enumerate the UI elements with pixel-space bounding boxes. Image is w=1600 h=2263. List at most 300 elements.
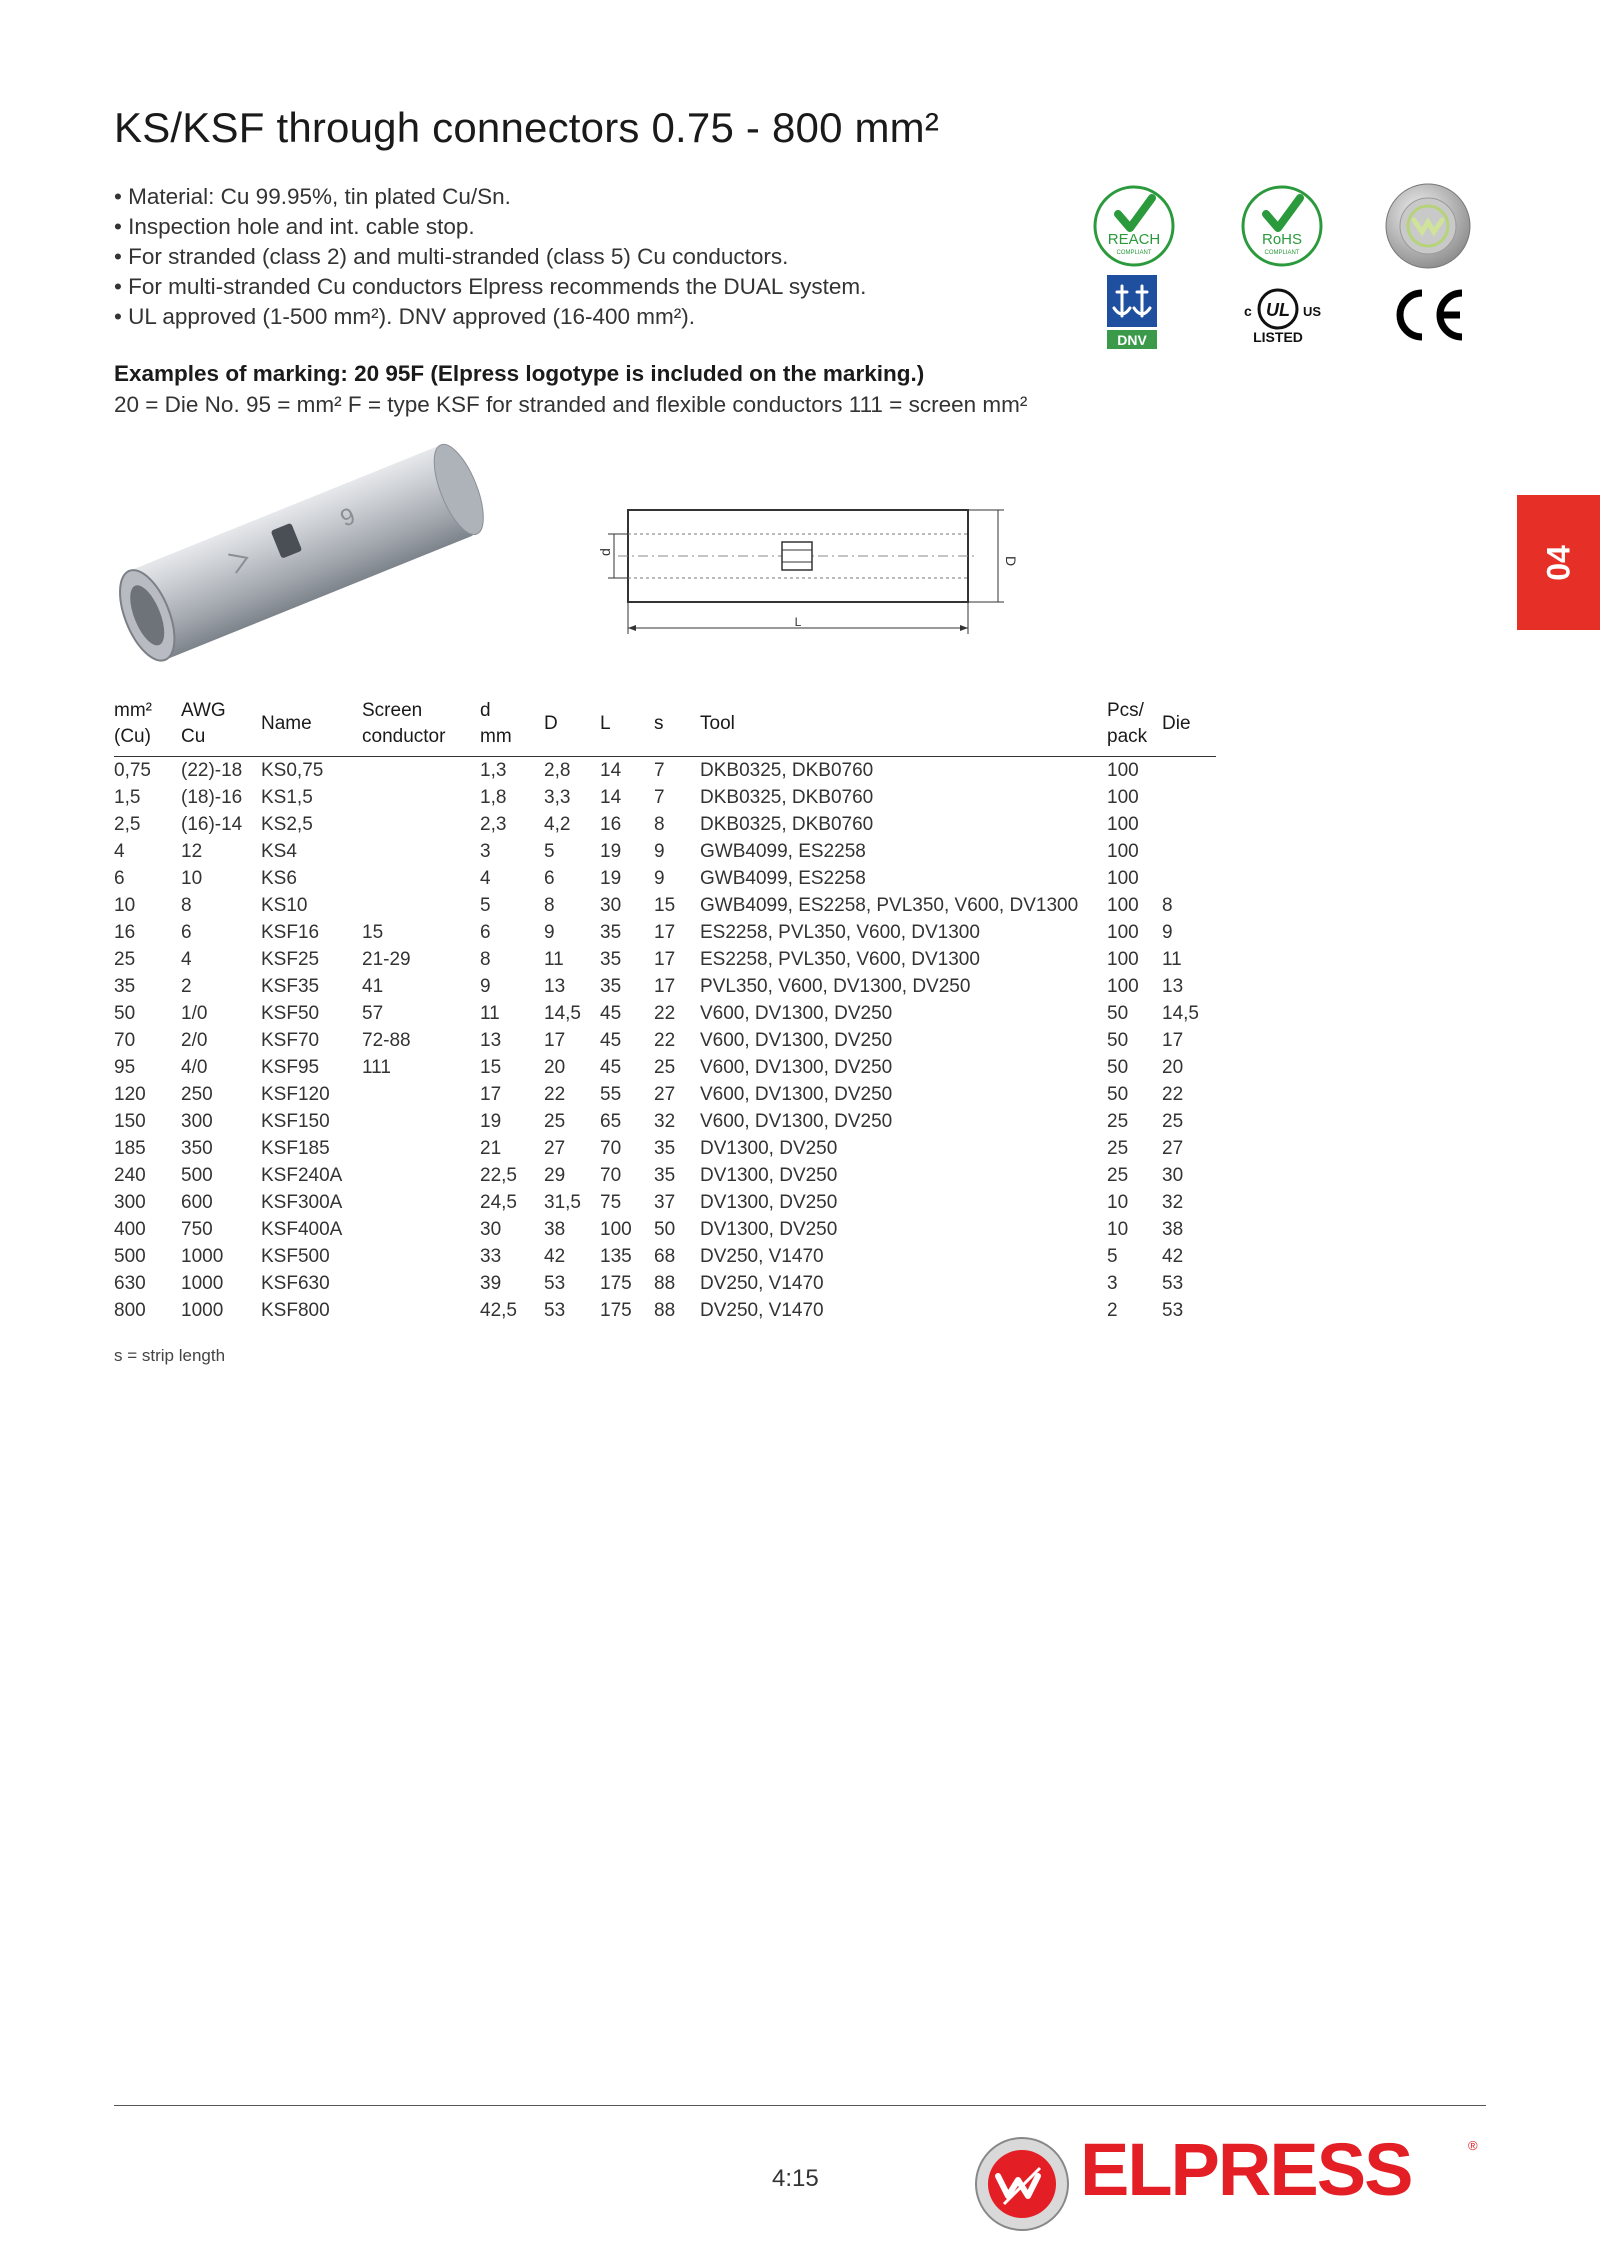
cell-L: 175 [600, 1273, 632, 1294]
cell-L: 135 [600, 1246, 632, 1267]
cell-mm2: 95 [114, 1057, 136, 1078]
table-row [114, 1270, 1216, 1297]
cell-D: 13 [544, 976, 566, 997]
feature-item: • For multi-stranded Cu conductors Elpress recommends the DUAL system. [114, 272, 866, 302]
cell-s: 37 [654, 1192, 676, 1213]
cell-mm2: 1,5 [114, 787, 141, 808]
cell-D: 17 [544, 1030, 566, 1051]
cell-die: 17 [1162, 1030, 1184, 1051]
cell-name: KSF500 [261, 1246, 330, 1267]
cell-D: 42 [544, 1246, 566, 1267]
cell-screen [362, 1081, 480, 1108]
cell-screen [362, 1189, 480, 1216]
cell-s: 9 [654, 841, 665, 862]
cell-tool: GWB4099, ES2258, PVL350, V600, DV1300 [700, 895, 1079, 916]
header-D: D [544, 698, 600, 757]
specification-table [114, 698, 1216, 1324]
cell-d: 42,5 [480, 1300, 517, 1321]
header-tool: Tool [700, 698, 1107, 757]
cell-tool: DV1300, DV250 [700, 1165, 838, 1186]
cell-tool: DV1300, DV250 [700, 1192, 838, 1213]
cell-tool: V600, DV1300, DV250 [700, 1057, 893, 1078]
cell-die: 27 [1162, 1138, 1184, 1159]
cell-d: 17 [480, 1084, 502, 1105]
cell-die [1162, 811, 1216, 838]
cell-d: 4 [480, 868, 491, 889]
cell-tool: DKB0325, DKB0760 [700, 814, 874, 835]
cell-die: 8 [1162, 895, 1173, 916]
header-die: Die [1162, 698, 1216, 757]
table-row [114, 1108, 1216, 1135]
cell-D: 14,5 [544, 1003, 581, 1024]
cell-name: KSF400A [261, 1219, 343, 1240]
cell-s: 35 [654, 1138, 676, 1159]
reach-label: REACH [1107, 231, 1161, 248]
cell-L: 14 [600, 760, 622, 781]
cell-mm2: 4 [114, 841, 125, 862]
cell-mm2: 50 [114, 1003, 136, 1024]
cell-pcs: 25 [1107, 1111, 1129, 1132]
cell-L: 30 [600, 895, 622, 916]
cell-L: 45 [600, 1030, 622, 1051]
cell-d: 21 [480, 1138, 502, 1159]
cell-awg: 6 [181, 922, 192, 943]
cell-mm2: 10 [114, 895, 136, 916]
table-row [114, 1054, 1216, 1081]
header-awg: AWG Cu [181, 698, 261, 757]
cell-screen [362, 1162, 480, 1189]
cell-D: 53 [544, 1300, 566, 1321]
ul-c-label: c [1244, 303, 1252, 319]
cell-screen [362, 1135, 480, 1162]
photo-marking: 9 [336, 502, 360, 533]
cell-pcs: 10 [1107, 1192, 1129, 1213]
cell-mm2: 800 [114, 1300, 146, 1321]
cell-s: 68 [654, 1246, 676, 1267]
table-row [114, 1189, 1216, 1216]
cell-s: 50 [654, 1219, 676, 1240]
cell-name: KSF50 [261, 1003, 320, 1024]
cell-d: 39 [480, 1273, 502, 1294]
cell-screen [362, 1216, 480, 1243]
cell-awg: 300 [181, 1111, 213, 1132]
cell-pcs: 100 [1107, 976, 1139, 997]
cell-D: 31,5 [544, 1192, 581, 1213]
cell-die: 11 [1162, 949, 1182, 970]
header-s: s [654, 698, 700, 757]
feature-item: • UL approved (1-500 mm²). DNV approved (16-400 mm²). [114, 302, 866, 332]
dim-D-label: D [1003, 556, 1018, 567]
cell-s: 22 [654, 1003, 676, 1024]
table-row [114, 973, 1216, 1000]
cell-screen [362, 892, 480, 919]
cell-awg: 1000 [181, 1246, 224, 1267]
cell-mm2: 240 [114, 1165, 146, 1186]
cell-tool: ES2258, PVL350, V600, DV1300 [700, 922, 980, 943]
footnote: s = strip length [114, 1346, 226, 1365]
cell-mm2: 300 [114, 1192, 146, 1213]
cell-awg: 8 [181, 895, 192, 916]
cell-awg: 10 [181, 868, 203, 889]
table-row [114, 865, 1216, 892]
dim-L-label: L [794, 615, 802, 629]
cell-name: KSF185 [261, 1138, 330, 1159]
cell-pcs: 50 [1107, 1057, 1129, 1078]
reach-compliant-badge [1092, 184, 1176, 268]
cell-die: 38 [1162, 1219, 1184, 1240]
cell-screen [362, 1270, 480, 1297]
cell-screen [362, 1297, 480, 1324]
cell-d: 11 [480, 1003, 500, 1024]
cell-d: 1,3 [480, 760, 507, 781]
cell-screen [362, 757, 480, 785]
ul-us-label: US [1303, 304, 1322, 319]
cell-pcs: 100 [1107, 814, 1139, 835]
cell-tool: DKB0325, DKB0760 [700, 760, 874, 781]
cell-die [1162, 784, 1216, 811]
cell-mm2: 0,75 [114, 760, 151, 781]
header-name: Name [261, 698, 362, 757]
cell-name: KS0,75 [261, 760, 324, 781]
reach-sublabel: COMPLIANT [1116, 250, 1152, 256]
cell-L: 70 [600, 1138, 622, 1159]
feature-list [114, 182, 866, 332]
cell-L: 16 [600, 814, 622, 835]
cell-d: 3 [480, 841, 491, 862]
cell-name: KSF800 [261, 1300, 330, 1321]
cell-s: 9 [654, 868, 665, 889]
dimension-drawing [578, 498, 1018, 646]
cell-name: KS10 [261, 895, 308, 916]
rohs-label: RoHS [1261, 231, 1303, 248]
dnv-label: DNV [1117, 332, 1147, 348]
rohs-compliant-badge [1240, 184, 1324, 268]
cell-die: 22 [1162, 1084, 1184, 1105]
cell-D: 3,3 [544, 787, 571, 808]
cell-awg: 4/0 [181, 1057, 208, 1078]
table-row [114, 784, 1216, 811]
cell-pcs: 2 [1107, 1300, 1118, 1321]
cell-mm2: 35 [114, 976, 136, 997]
cell-d: 22,5 [480, 1165, 517, 1186]
table-row [114, 1297, 1216, 1324]
cell-die: 9 [1162, 922, 1173, 943]
table-row [114, 838, 1216, 865]
cell-D: 29 [544, 1165, 566, 1186]
cell-D: 8 [544, 895, 555, 916]
header-screen-conductor: Screen conductor [362, 698, 480, 757]
cell-awg: 500 [181, 1165, 213, 1186]
cell-d: 13 [480, 1030, 502, 1051]
cell-die: 25 [1162, 1111, 1184, 1132]
table-row [114, 757, 1216, 785]
cell-name: KSF630 [261, 1273, 330, 1294]
dim-d-label: d [597, 548, 613, 556]
cell-s: 35 [654, 1165, 676, 1186]
cell-name: KSF300A [261, 1192, 343, 1213]
cell-d: 24,5 [480, 1192, 517, 1213]
cell-awg: 1/0 [181, 1003, 208, 1024]
cell-d: 2,3 [480, 814, 507, 835]
cell-name: KSF25 [261, 949, 320, 970]
elpress-wordmark: ELPRESS [1080, 2128, 1412, 2211]
table-row [114, 1081, 1216, 1108]
cell-screen: 41 [362, 976, 384, 997]
cell-tool: ES2258, PVL350, V600, DV1300 [700, 949, 980, 970]
cell-mm2: 500 [114, 1246, 146, 1267]
feature-item: • For stranded (class 2) and multi-stranded (class 5) Cu conductors. [114, 242, 866, 272]
cell-s: 88 [654, 1273, 676, 1294]
cell-awg: 600 [181, 1192, 213, 1213]
cell-d: 15 [480, 1057, 502, 1078]
cell-screen [362, 784, 480, 811]
table-row [114, 1000, 1216, 1027]
cell-d: 33 [480, 1246, 502, 1267]
cell-tool: V600, DV1300, DV250 [700, 1084, 893, 1105]
cell-d: 30 [480, 1219, 502, 1240]
cell-mm2: 2,5 [114, 814, 141, 835]
cell-L: 14 [600, 787, 622, 808]
cell-d: 9 [480, 976, 491, 997]
cell-name: KS2,5 [261, 814, 313, 835]
cell-mm2: 120 [114, 1084, 146, 1105]
header-L: L [600, 698, 654, 757]
elpress-emblem-logo [974, 2136, 1070, 2232]
table-row [114, 1162, 1216, 1189]
marking-description: 20 = Die No. 95 = mm² F = type KSF for stranded and flexible conductors 111 = screen mm² [114, 392, 1028, 417]
cell-D: 2,8 [544, 760, 571, 781]
cell-s: 25 [654, 1057, 676, 1078]
cell-awg: (18)-16 [181, 787, 243, 808]
cell-L: 100 [600, 1219, 632, 1240]
table-row [114, 919, 1216, 946]
cell-die: 30 [1162, 1165, 1184, 1186]
cell-L: 45 [600, 1057, 622, 1078]
table-row [114, 892, 1216, 919]
cell-die [1162, 838, 1216, 865]
cell-name: KSF16 [261, 922, 320, 943]
cell-D: 5 [544, 841, 555, 862]
cell-mm2: 70 [114, 1030, 136, 1051]
cell-D: 20 [544, 1057, 566, 1078]
cell-s: 8 [654, 814, 665, 835]
page-title: KS/KSF through connectors 0.75 - 800 mm² [114, 104, 940, 151]
cell-awg: 12 [181, 841, 203, 862]
ul-listed-label: LISTED [1253, 329, 1303, 345]
cell-pcs: 100 [1107, 895, 1139, 916]
cell-screen [362, 838, 480, 865]
cell-D: 6 [544, 868, 555, 889]
cell-die: 13 [1162, 976, 1184, 997]
cell-mm2: 25 [114, 949, 136, 970]
cell-tool: DKB0325, DKB0760 [700, 787, 874, 808]
cell-die [1162, 757, 1216, 785]
cell-mm2: 150 [114, 1111, 146, 1132]
cell-L: 35 [600, 922, 622, 943]
cell-pcs: 25 [1107, 1138, 1129, 1159]
cell-pcs: 5 [1107, 1246, 1118, 1267]
cell-D: 27 [544, 1138, 566, 1159]
cell-die: 14,5 [1162, 1003, 1199, 1024]
feature-item: • Material: Cu 99.95%, tin plated Cu/Sn. [114, 182, 866, 212]
cell-pcs: 10 [1107, 1219, 1129, 1240]
footer-divider [114, 2105, 1486, 2106]
cell-awg: (22)-18 [181, 760, 243, 781]
cell-tool: DV250, V1470 [700, 1246, 824, 1267]
cell-s: 17 [654, 922, 676, 943]
cell-d: 8 [480, 949, 491, 970]
cell-s: 17 [654, 949, 676, 970]
cell-die: 20 [1162, 1057, 1184, 1078]
cell-L: 45 [600, 1003, 622, 1024]
cell-screen: 111 [362, 1057, 391, 1078]
cell-L: 35 [600, 976, 622, 997]
cell-s: 27 [654, 1084, 676, 1105]
cell-pcs: 50 [1107, 1084, 1129, 1105]
cell-name: KSF70 [261, 1030, 320, 1051]
cell-tool: PVL350, V600, DV1300, DV250 [700, 976, 971, 997]
marking-title: Examples of marking: 20 95F (Elpress logotype is included on the marking.) [114, 361, 925, 386]
table-row [114, 946, 1216, 973]
cell-s: 22 [654, 1030, 676, 1051]
cell-D: 22 [544, 1084, 566, 1105]
cell-awg: 1000 [181, 1300, 224, 1321]
cell-tool: DV1300, DV250 [700, 1219, 838, 1240]
cell-L: 35 [600, 949, 622, 970]
cell-screen [362, 811, 480, 838]
cell-s: 7 [654, 787, 665, 808]
cell-s: 32 [654, 1111, 676, 1132]
dnv-approval-badge [1106, 274, 1158, 350]
cell-tool: GWB4099, ES2258 [700, 841, 866, 862]
cell-pcs: 50 [1107, 1030, 1129, 1051]
cell-D: 53 [544, 1273, 566, 1294]
cell-awg: 4 [181, 949, 192, 970]
ce-mark [1386, 285, 1470, 345]
cell-tool: DV250, V1470 [700, 1300, 824, 1321]
cell-tool: V600, DV1300, DV250 [700, 1003, 893, 1024]
cell-awg: 2/0 [181, 1030, 208, 1051]
section-tab [1517, 495, 1600, 630]
cell-name: KSF240A [261, 1165, 343, 1186]
elpress-certification-seal [1384, 182, 1472, 270]
table-row [114, 1135, 1216, 1162]
cell-awg: 750 [181, 1219, 213, 1240]
cell-screen [362, 865, 480, 892]
registered-mark: ® [1468, 2138, 1478, 2153]
cell-D: 38 [544, 1219, 566, 1240]
cell-awg: 250 [181, 1084, 213, 1105]
cell-pcs: 100 [1107, 922, 1139, 943]
header-d-mm: d mm [480, 698, 544, 757]
cell-name: KS6 [261, 868, 297, 889]
cell-D: 4,2 [544, 814, 571, 835]
cell-tool: GWB4099, ES2258 [700, 868, 866, 889]
header-mm2: mm² (Cu) [114, 698, 181, 757]
cell-screen: 72-88 [362, 1030, 411, 1051]
cell-pcs: 100 [1107, 760, 1139, 781]
cell-mm2: 16 [114, 922, 136, 943]
cell-s: 15 [654, 895, 676, 916]
page-number: 4:15 [772, 2165, 819, 2192]
cell-awg: 350 [181, 1138, 213, 1159]
table-row [114, 1027, 1216, 1054]
cell-name: KSF95 [261, 1057, 320, 1078]
cell-screen: 15 [362, 922, 384, 943]
cell-pcs: 100 [1107, 841, 1139, 862]
cell-L: 19 [600, 841, 622, 862]
cell-tool: DV1300, DV250 [700, 1138, 838, 1159]
cell-d: 19 [480, 1111, 502, 1132]
cell-L: 19 [600, 868, 622, 889]
cell-screen: 57 [362, 1003, 384, 1024]
cell-pcs: 3 [1107, 1273, 1118, 1294]
cell-pcs: 50 [1107, 1003, 1129, 1024]
cell-D: 9 [544, 922, 555, 943]
cell-s: 88 [654, 1300, 676, 1321]
cell-screen [362, 1243, 480, 1270]
cell-mm2: 630 [114, 1273, 146, 1294]
cell-name: KSF150 [261, 1111, 330, 1132]
cell-L: 75 [600, 1192, 622, 1213]
cell-name: KSF35 [261, 976, 320, 997]
ul-mark: UL [1266, 300, 1290, 320]
cell-L: 70 [600, 1165, 622, 1186]
ul-listed-badge [1236, 276, 1328, 348]
cell-s: 17 [654, 976, 676, 997]
cell-screen: 21-29 [362, 949, 411, 970]
cell-name: KS1,5 [261, 787, 313, 808]
table-row [114, 1243, 1216, 1270]
cell-name: KS4 [261, 841, 297, 862]
cell-mm2: 185 [114, 1138, 146, 1159]
cell-tool: V600, DV1300, DV250 [700, 1111, 893, 1132]
cell-pcs: 100 [1107, 868, 1139, 889]
cell-L: 65 [600, 1111, 622, 1132]
cell-L: 175 [600, 1300, 632, 1321]
cell-tool: V600, DV1300, DV250 [700, 1030, 893, 1051]
cell-pcs: 25 [1107, 1165, 1129, 1186]
rohs-sublabel: COMPLIANT [1264, 250, 1300, 256]
cell-D: 11 [544, 949, 564, 970]
cell-name: KSF120 [261, 1084, 330, 1105]
cell-s: 7 [654, 760, 665, 781]
cell-die: 53 [1162, 1273, 1184, 1294]
table-header-row [114, 698, 1216, 757]
cell-screen [362, 1108, 480, 1135]
cell-mm2: 400 [114, 1219, 146, 1240]
cell-die: 53 [1162, 1300, 1184, 1321]
cell-die [1162, 865, 1216, 892]
cell-awg: 1000 [181, 1273, 224, 1294]
cell-pcs: 100 [1107, 949, 1139, 970]
cell-awg: (16)-14 [181, 814, 243, 835]
section-tab-label: 04 [1540, 544, 1576, 581]
cell-L: 55 [600, 1084, 622, 1105]
cell-tool: DV250, V1470 [700, 1273, 824, 1294]
cell-d: 5 [480, 895, 491, 916]
cell-d: 6 [480, 922, 491, 943]
cell-awg: 2 [181, 976, 192, 997]
connector-photo [110, 425, 490, 665]
table-row [114, 811, 1216, 838]
cell-die: 32 [1162, 1192, 1184, 1213]
cell-d: 1,8 [480, 787, 507, 808]
cell-D: 25 [544, 1111, 566, 1132]
feature-item: • Inspection hole and int. cable stop. [114, 212, 866, 242]
cell-die: 42 [1162, 1246, 1184, 1267]
cell-pcs: 100 [1107, 787, 1139, 808]
